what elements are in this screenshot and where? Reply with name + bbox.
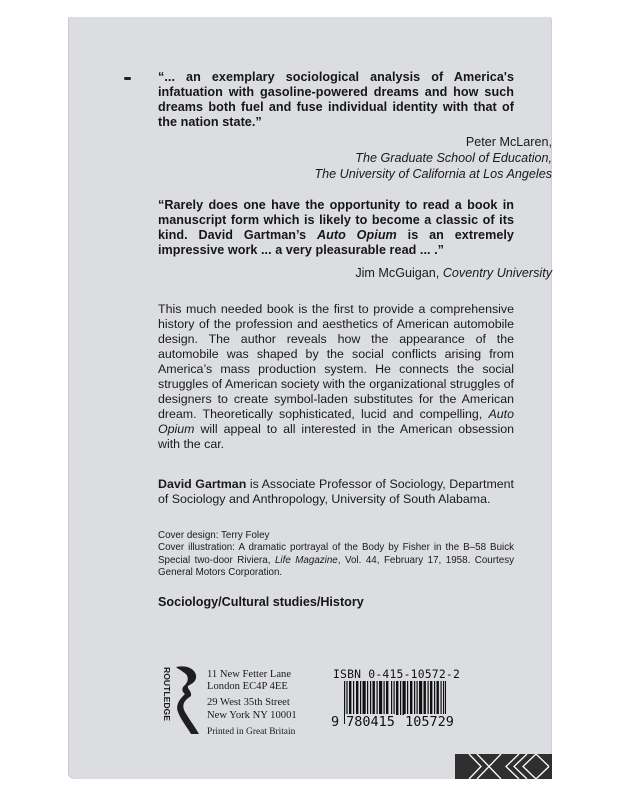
- quote-2-text-end: is an extremely impressive work ... a very pleasurable read ... .”: [158, 228, 514, 257]
- description-book-title: Auto Opium: [158, 407, 514, 436]
- author-name: David Gartman: [158, 477, 247, 491]
- description-text-start: This much needed book is the first to provide a comprehensive history of the profession and aesthetics of American automobile design. The author reveals how the appearance of the automobile was shaped by the social conflicts arising from America’s mass production system. He connects the social struggles of American society with the organizational struggles of designers to create symbol-laden substitutes for the American dream. Theoretically sophisticated, lucid and compelling,: [158, 302, 514, 421]
- scuff-mark: [124, 77, 131, 80]
- address-line-4: New York NY 10001: [207, 709, 297, 721]
- quote-1-text: “... an exemplary sociological analysis of America's infatuation with gasoline-powered dreams and how such dreams both fuel and fuse individual identity with that of the nation state.”: [158, 70, 514, 129]
- cover-credits: [158, 530, 514, 580]
- cover-illustration-credit: [158, 542, 514, 579]
- quote-2-attribution: [355, 265, 552, 281]
- illustration-credit-start: Cover illustration: A dramatic portrayal of the Body by Fisher in the B–58 Buick Special two-door Riviera,: [158, 542, 514, 566]
- quote-2-text-start: “Rarely does one have the opportunity to read a book in manuscript form which is likely to become a classic of its kind. David Gartman’s: [158, 198, 514, 242]
- printed-in: Printed in Great Britain: [207, 726, 296, 737]
- ean-digits: [331, 714, 455, 730]
- ean-lead-digit: 9: [331, 714, 340, 730]
- decorative-pattern-band: [455, 754, 552, 779]
- quote-2-author: Jim McGuigan,: [355, 266, 443, 280]
- review-quote-2: [158, 198, 514, 258]
- author-bio-text: is Associate Professor of Sociology, Department of Sociology and Anthropology, University of South Alabama.: [158, 477, 514, 506]
- routledge-logo-text: ROUTLEDGE: [162, 667, 172, 721]
- routledge-logo-icon: [161, 664, 201, 736]
- quote-1-attribution: [314, 134, 552, 182]
- magazine-title: Life Magazine: [274, 554, 338, 566]
- quote-2-book-title: Auto Opium: [316, 228, 397, 242]
- subject-category: Sociology/Cultural studies/History: [158, 595, 364, 609]
- review-quote-1: [158, 70, 514, 130]
- publisher-address: [207, 669, 297, 738]
- illustration-credit-end: , Vol. 44, February 17, 1958. Courtesy General Motors Corporation.: [158, 554, 514, 579]
- isbn-label: ISBN 0-415-10572-2: [333, 667, 461, 681]
- ean-group-2: 105729: [405, 714, 454, 730]
- author-bio: [158, 477, 514, 507]
- quote-1-affiliation-1: The Graduate School of Education,: [355, 151, 552, 165]
- quote-1-affiliation-2: The University of California at Los Angeles: [314, 167, 552, 181]
- book-description: [158, 302, 514, 452]
- quote-1-author: Peter McLaren,: [465, 135, 552, 149]
- quote-2-affiliation: Coventry University: [442, 266, 552, 280]
- ean-group-1: 780415: [346, 714, 395, 730]
- address-line-2: London EC4P 4EE: [207, 681, 288, 693]
- address-line-1: 11 New Fetter Lane: [207, 669, 292, 680]
- address-line-3: 29 West 35th Street: [207, 697, 290, 709]
- description-text-end: will appeal to all interested in the American obsession with the car.: [158, 422, 514, 451]
- cover-design-credit: Cover design: Terry Foley: [158, 530, 270, 541]
